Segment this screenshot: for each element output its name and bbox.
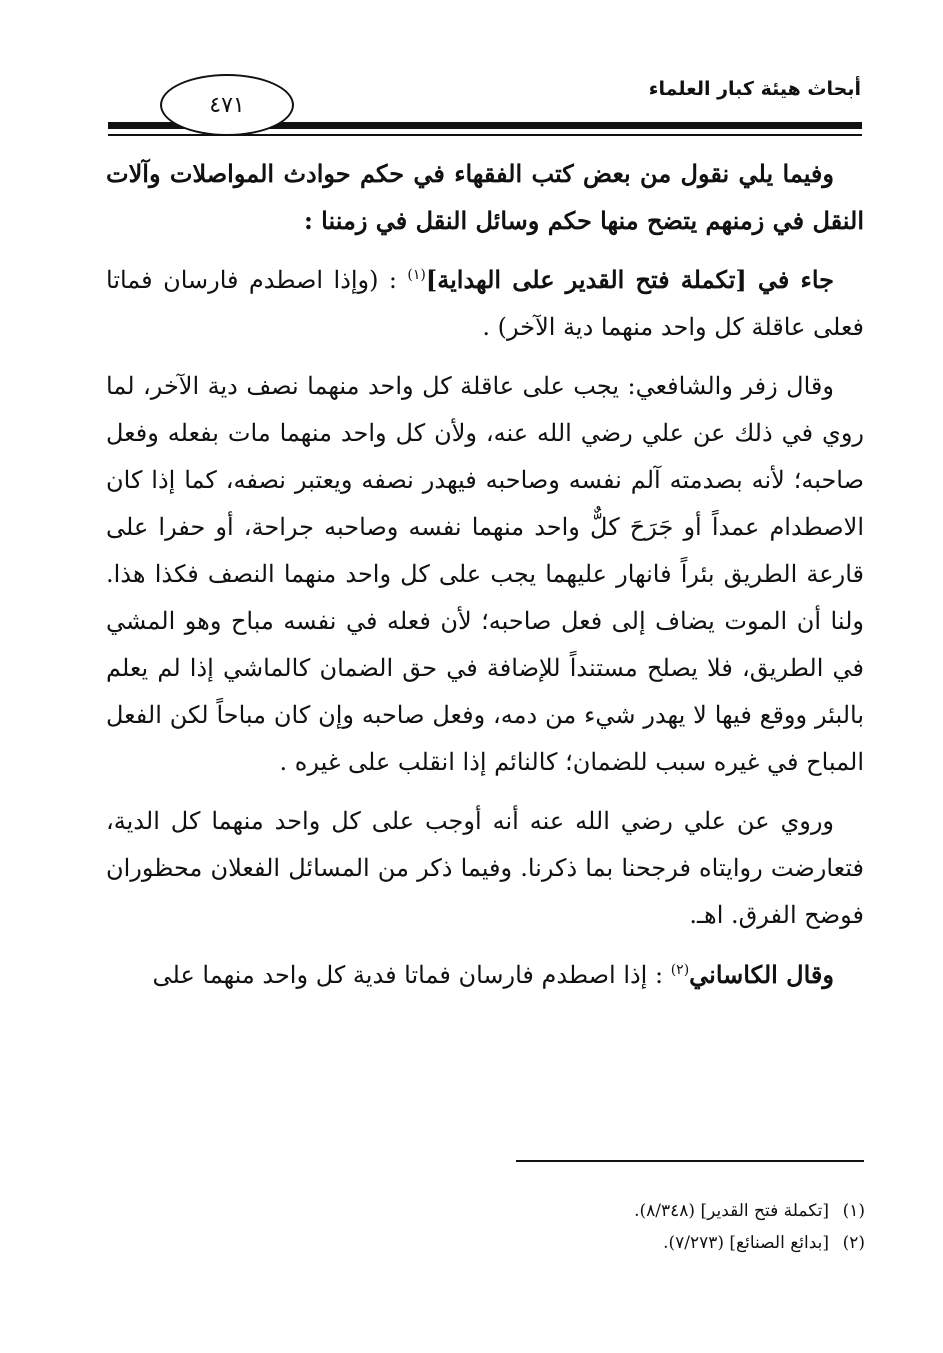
footnote-text: [تكملة فتح القدير] (٨/٣٤٨). [634, 1201, 829, 1221]
speaker-name: وقال الكاساني [689, 960, 834, 989]
footnote-ref-2: (٢) [670, 962, 690, 978]
page-number-oval [160, 74, 294, 136]
footnote [634, 1227, 865, 1259]
body-text [106, 150, 864, 1011]
paragraph-2: وقال زفر والشافعي: يجب على عاقلة كل واحد منهما نصف دية الآخر، لما روي في ذلك عن علي رضي الله عنه، ولأن كل واحد منهما مات بفعله وفعل صاحبه؛ لأنه بصدمته آلم نفسه وصاحبه فيهدر نصفه ويعتبر نصفه، كما إذا كان الاصطدام عمداً أو جَرَحَ كلٌّ واحد منهما نفسه وصاحبه جراحة، أو حفرا على قارعة الطريق بئراً فانهار عليهما يجب على كل واحد منهما النصف فكذا هذا. ولنا أن الموت يضاف إلى فعل صاحبه؛ لأن فعله في نفسه مباح وهو المشي في الطريق، فلا يصلح مستنداً للإضافة في حق الضمان كالماشي إذا لم يعلم بالبئر ووقع فيها لا يهدر شيء من دمه، وفعل صاحبه وإن كان مباحاً لكن الفعل المباح في غيره سبب للضمان؛ كالنائم إذا انقلب على غيره . [106, 372, 865, 776]
footnote-text: [بدائع الصنائع] (٧/٢٧٣). [663, 1233, 829, 1253]
footnote-number: (٢) [842, 1233, 865, 1253]
page-number: ٤٧١ [209, 92, 245, 118]
paragraph-1 [106, 256, 864, 351]
footnote-separator [516, 1160, 864, 1162]
running-title: أبحاث هيئة كبار العلماء [648, 78, 861, 100]
footnote-ref-1: (١) [407, 267, 426, 283]
paragraph-3: وروي عن علي رضي الله عنه أنه أوجب على كل واحد منهما كل الدية، فتعارضت روايتاه فرجحنا بما ذكرنا. وفيما ذكر من المسائل الفعلان محظوران فوضح الفرق. اهـ. [106, 807, 864, 929]
footnotes [634, 1195, 865, 1259]
footnote [634, 1195, 865, 1227]
paragraph-4 [106, 951, 864, 999]
paragraph-4-text: : إذا اصطدم فارسان فماتا فدية كل واحد منهما على [152, 961, 671, 989]
intro-paragraph: وفيما يلي نقول من بعض كتب الفقهاء في حكم حوادث المواصلات وآلات النقل في زمنهم يتضح منها حكم وسائل النقل في زمننا : [106, 159, 864, 235]
source-citation: جاء في [تكملة فتح القدير على الهداية] [425, 265, 834, 294]
footnote-number: (١) [842, 1201, 865, 1221]
quotation: : (وإذا اصطدم فارسان فماتا فعلى عاقلة كل واحد منهما دية الآخر) . [106, 266, 864, 341]
